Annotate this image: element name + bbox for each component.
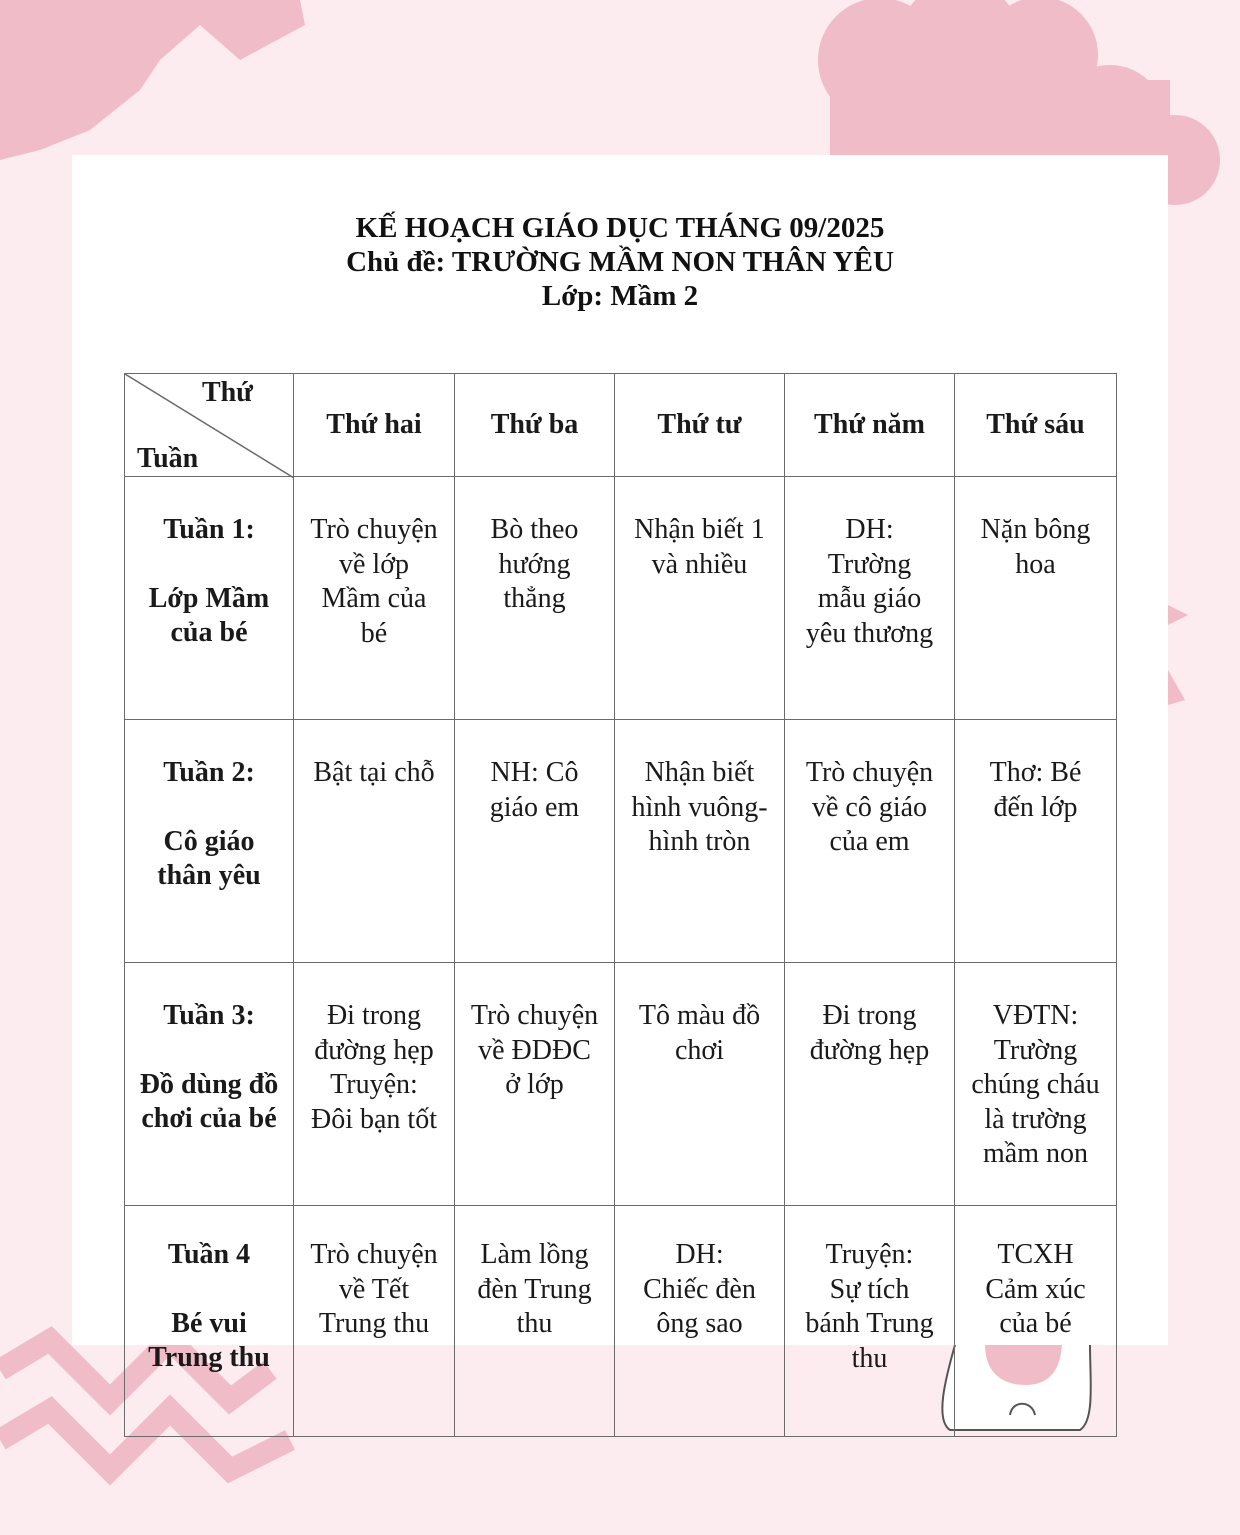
week-topic-line: Trung thu: [148, 1342, 270, 1373]
activity-line: ông sao: [656, 1308, 743, 1339]
week-label: Tuần 1:: [163, 514, 255, 545]
activity-cell: [455, 477, 615, 720]
activity-line: Bật tại chỗ: [313, 757, 435, 788]
week-label: Tuần 3:: [163, 1000, 255, 1031]
week-topic-line: Lớp Mầm: [148, 582, 270, 614]
table-row: [125, 477, 1117, 720]
day-header: Thứ hai: [294, 374, 455, 477]
activity-line: Nhận biết: [644, 757, 755, 788]
activity-line: Tô màu đồ: [638, 1000, 761, 1031]
table-header-row: [125, 374, 1117, 477]
activity-line: của bé: [999, 1308, 1072, 1339]
activity-line: đường hẹp: [314, 1034, 434, 1066]
week-label: Tuần 4: [167, 1239, 251, 1270]
week-topic: [131, 1307, 287, 1376]
week-header-cell: [125, 963, 294, 1206]
week-topic-line: chơi của bé: [141, 1103, 277, 1134]
activity-cell: [294, 963, 455, 1206]
activity-line: thu: [851, 1342, 888, 1374]
activity-line: thẳng: [503, 583, 566, 614]
activity-line: bánh Trung: [805, 1308, 934, 1339]
activity-line: đường hẹp: [809, 1034, 930, 1066]
activity-line: về lớp: [338, 548, 409, 580]
activity-line: NH: Cô: [490, 757, 579, 788]
activity-line: Nặn bông: [980, 514, 1091, 545]
activity-line: Trường: [993, 1034, 1078, 1066]
corner-week-label: Tuần: [137, 442, 199, 474]
activity-line: Trò chuyện: [310, 1239, 438, 1270]
activity-line: về ĐDĐC: [478, 1034, 591, 1066]
activity-line: mẫu giáo: [817, 583, 922, 614]
activity-cell: [955, 720, 1117, 963]
class-title: Lớp: Mầm 2: [541, 280, 699, 312]
theme-title: Chủ đề: TRƯỜNG MẦM NON THÂN YÊU: [346, 246, 894, 278]
document-sheet: [72, 155, 1168, 1374]
activity-line: chúng cháu: [971, 1069, 1100, 1100]
activity-line: yêu thương: [805, 617, 934, 649]
activity-cell: [294, 720, 455, 963]
activity-cell: [955, 477, 1117, 720]
activity-line: Mầm của: [321, 583, 427, 614]
day-header: Thứ năm: [785, 374, 955, 477]
week-topic-line: Cô giáo: [163, 825, 255, 857]
activity-cell: [294, 477, 455, 720]
table-row: [125, 1206, 1117, 1437]
activity-line: và nhiều: [651, 548, 748, 580]
activity-line: ở lớp: [505, 1069, 564, 1100]
activity-cell: [455, 963, 615, 1206]
activity-line: đèn Trung: [477, 1273, 592, 1305]
activity-line: Nhận biết 1: [634, 514, 765, 545]
activity-line: hình vuông-: [631, 791, 768, 823]
activity-line: Cảm xúc: [985, 1273, 1086, 1305]
table-row: [125, 963, 1117, 1206]
week-topic-line: của bé: [170, 617, 248, 648]
activity-line: giáo em: [489, 791, 580, 823]
activity-line: Thơ: Bé: [989, 757, 1082, 788]
activity-line: Đi trong: [822, 1000, 917, 1031]
activity-line: Chiếc đèn: [643, 1273, 756, 1305]
day-header: Thứ sáu: [955, 374, 1117, 477]
week-header-cell: [125, 477, 294, 720]
table-row: [125, 720, 1117, 963]
activity-line: Làm lồng: [480, 1239, 589, 1270]
activity-line: VĐTN:: [992, 1000, 1079, 1031]
activity-line: đến lớp: [993, 791, 1078, 823]
corner-day-label: Thứ: [201, 377, 253, 408]
week-topic-line: Bé vui: [171, 1307, 247, 1339]
activity-cell: [455, 1206, 615, 1437]
activity-cell: [615, 963, 785, 1206]
activity-line: Đi trong: [326, 1000, 422, 1031]
corner-cell: [125, 374, 294, 477]
activity-cell: [615, 1206, 785, 1437]
activity-line: về Tết: [338, 1273, 410, 1305]
week-header-cell: [125, 720, 294, 963]
activity-line: Trường: [827, 548, 912, 580]
activity-line: mầm non: [983, 1138, 1088, 1169]
activity-line: Truyện:: [330, 1069, 418, 1100]
small-star-decoration: [1168, 605, 1188, 625]
day-header: Thứ ba: [455, 374, 615, 477]
activity-cell: [785, 477, 955, 720]
activity-line: Đôi bạn tốt: [311, 1103, 437, 1135]
activity-line: TCXH: [997, 1239, 1074, 1270]
week-topic: [131, 582, 287, 651]
activity-line: DH:: [845, 514, 894, 545]
week-header-cell: [125, 1206, 294, 1437]
activity-line: DH:: [675, 1239, 724, 1270]
plan-title: KẾ HOẠCH GIÁO DỤC THÁNG 09/2025: [355, 212, 885, 244]
week-topic: [131, 1068, 287, 1137]
activity-line: Trò chuyện: [470, 1000, 599, 1031]
activity-cell: [455, 720, 615, 963]
activity-line: thu: [516, 1308, 553, 1339]
education-plan-table: [124, 373, 1117, 1437]
activity-cell: [785, 963, 955, 1206]
activity-cell: [294, 1206, 455, 1437]
activity-cell: [615, 720, 785, 963]
activity-line: về cô giáo: [811, 791, 928, 823]
week-topic-line: Đồ dùng đồ: [139, 1068, 279, 1100]
activity-cell: [785, 1206, 955, 1437]
activity-line: hoa: [1015, 548, 1056, 580]
week-topic-line: thân yêu: [157, 860, 261, 891]
star-decoration: [0, 0, 305, 160]
activity-line: Sự tích: [829, 1273, 910, 1305]
activity-line: Trò chuyện: [805, 757, 934, 788]
activity-line: Trò chuyện: [310, 514, 438, 545]
activity-line: Truyện:: [825, 1239, 914, 1270]
week-label: Tuần 2:: [163, 757, 255, 788]
activity-line: Bò theo: [490, 514, 579, 545]
activity-line: của em: [829, 826, 910, 857]
activity-cell: [615, 477, 785, 720]
day-header: Thứ tư: [615, 374, 785, 477]
activity-cell: [955, 963, 1117, 1206]
activity-line: bé: [360, 617, 388, 649]
activity-cell: [955, 1206, 1117, 1437]
activity-line: Trung thu: [318, 1308, 430, 1339]
activity-line: là trường: [984, 1103, 1087, 1135]
document-title: [72, 211, 1168, 313]
activity-line: hướng: [498, 548, 571, 580]
week-topic: [131, 825, 287, 894]
activity-line: hình tròn: [648, 826, 751, 857]
activity-cell: [785, 720, 955, 963]
activity-line: chơi: [674, 1034, 724, 1066]
